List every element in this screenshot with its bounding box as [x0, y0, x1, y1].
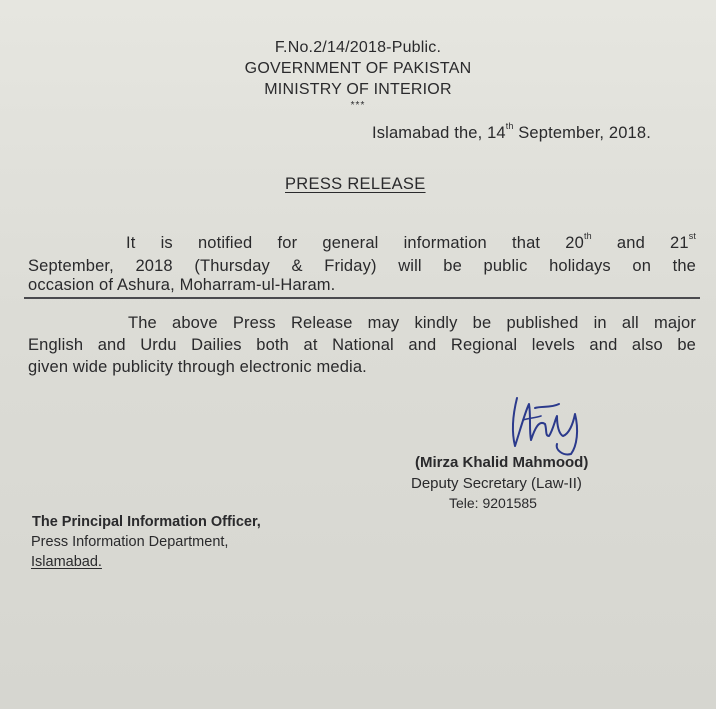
- recipient-line2: Press Information Department,: [31, 534, 229, 550]
- government-heading: GOVERNMENT OF PAKISTAN: [244, 60, 472, 77]
- recipient-line1: The Principal Information Officer,: [32, 514, 261, 530]
- header-stars: ***: [350, 100, 366, 111]
- para2-line2: English and Urdu Dailies both at National and Regional levels and also be: [28, 336, 696, 354]
- signatory-designation: Deputy Secretary (Law-II): [411, 475, 582, 492]
- date-sup: th: [505, 121, 514, 131]
- para1-line2: September, 2018 (Thursday & Friday) will be public holidays on the: [28, 257, 696, 275]
- ministry-heading: MINISTRY OF INTERIOR: [264, 81, 452, 98]
- para2-line1: The above Press Release may kindly be published in all major: [128, 314, 696, 332]
- para1-l1-sup2: st: [688, 231, 696, 241]
- divider-rule: [24, 297, 700, 299]
- recipient-line3: Islamabad.: [31, 554, 102, 570]
- date-line: [372, 121, 651, 142]
- para1-line1: [126, 231, 696, 252]
- para1-line3: occasion of Ashura, Moharram-ul-Haram.: [28, 276, 336, 294]
- file-number: F.No.2/14/2018-Public.: [274, 39, 442, 56]
- para1-l1-text-b: and 21: [591, 234, 689, 252]
- date-suffix: September, 2018.: [513, 124, 651, 142]
- signatory-telephone: Tele: 9201585: [449, 495, 537, 511]
- document-title: PRESS RELEASE: [285, 175, 426, 193]
- para1-l1-sup1: th: [583, 231, 592, 241]
- date-prefix: Islamabad the, 14: [372, 124, 506, 142]
- signatory-name: (Mirza Khalid Mahmood): [415, 454, 589, 471]
- para1-l1-text-a: It is notified for general information that 20: [126, 234, 584, 252]
- signature-icon: [495, 390, 595, 458]
- para2-line3: given wide publicity through electronic media.: [28, 358, 367, 376]
